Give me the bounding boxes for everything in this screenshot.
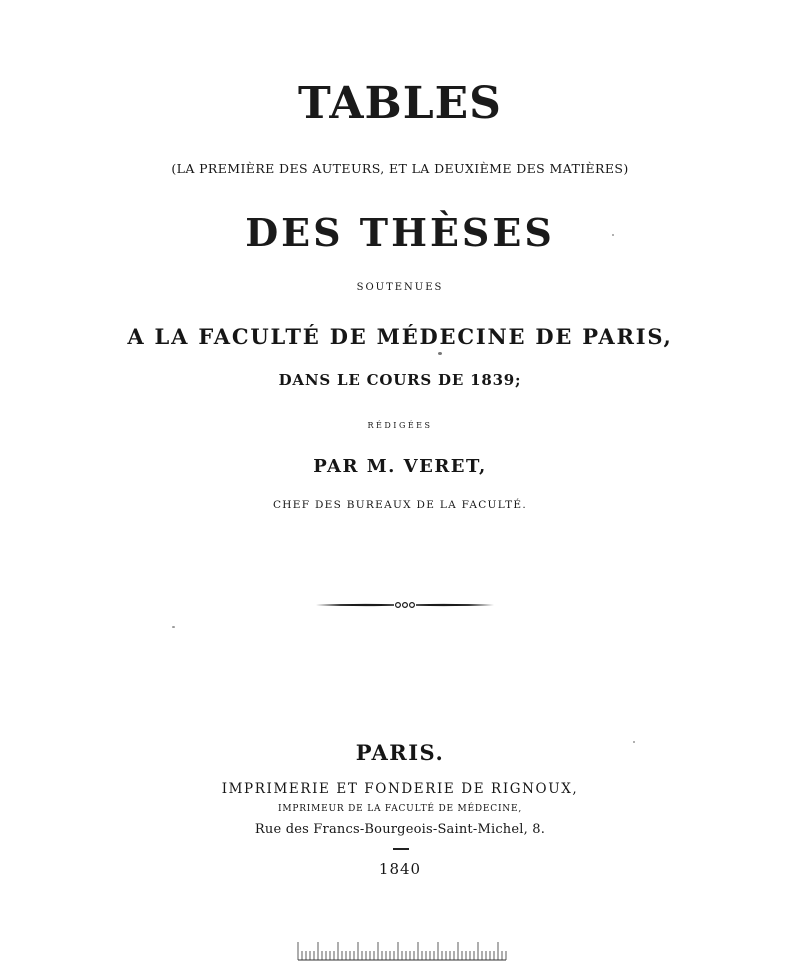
scale-ruler-icon	[296, 940, 508, 962]
imprint-printer: IMPRIMERIE ET FONDERIE DE RIGNOUX,	[221, 781, 579, 797]
imprint-printer-role: IMPRIMEUR DE LA FACULTÉ DE MÉDECINE,	[277, 804, 523, 814]
author-role: CHEF DES BUREAUX DE LA FACULTÉ.	[272, 499, 528, 511]
paper-speck	[438, 352, 442, 355]
course-year-line: DANS LE COURS DE 1839;	[278, 371, 522, 389]
imprint-address: Rue des Francs-Bourgeois-Saint-Michel, 8.	[254, 822, 546, 837]
title-main: TABLES	[298, 78, 502, 129]
author-name: PAR M. VERET,	[313, 456, 487, 477]
ornament-rule-icon	[314, 599, 496, 611]
paper-speck	[612, 234, 614, 236]
redigees-label: RÉDIGÉES	[367, 421, 433, 430]
faculty-line: A LA FACULTÉ DE MÉDECINE DE PARIS,	[127, 324, 673, 349]
title-subtitle: (LA PREMIÈRE DES AUTEURS, ET LA DEUXIÈME DES MATIÈRES)	[171, 161, 629, 176]
paper-speck	[172, 626, 175, 628]
imprint-year: 1840	[378, 860, 422, 878]
paper-speck	[633, 741, 635, 743]
imprint-city: PARIS.	[355, 740, 445, 765]
title-theses: DES THÈSES	[245, 210, 555, 255]
imprint-dash	[393, 848, 409, 850]
soutenues-label: SOUTENUES	[356, 282, 444, 293]
